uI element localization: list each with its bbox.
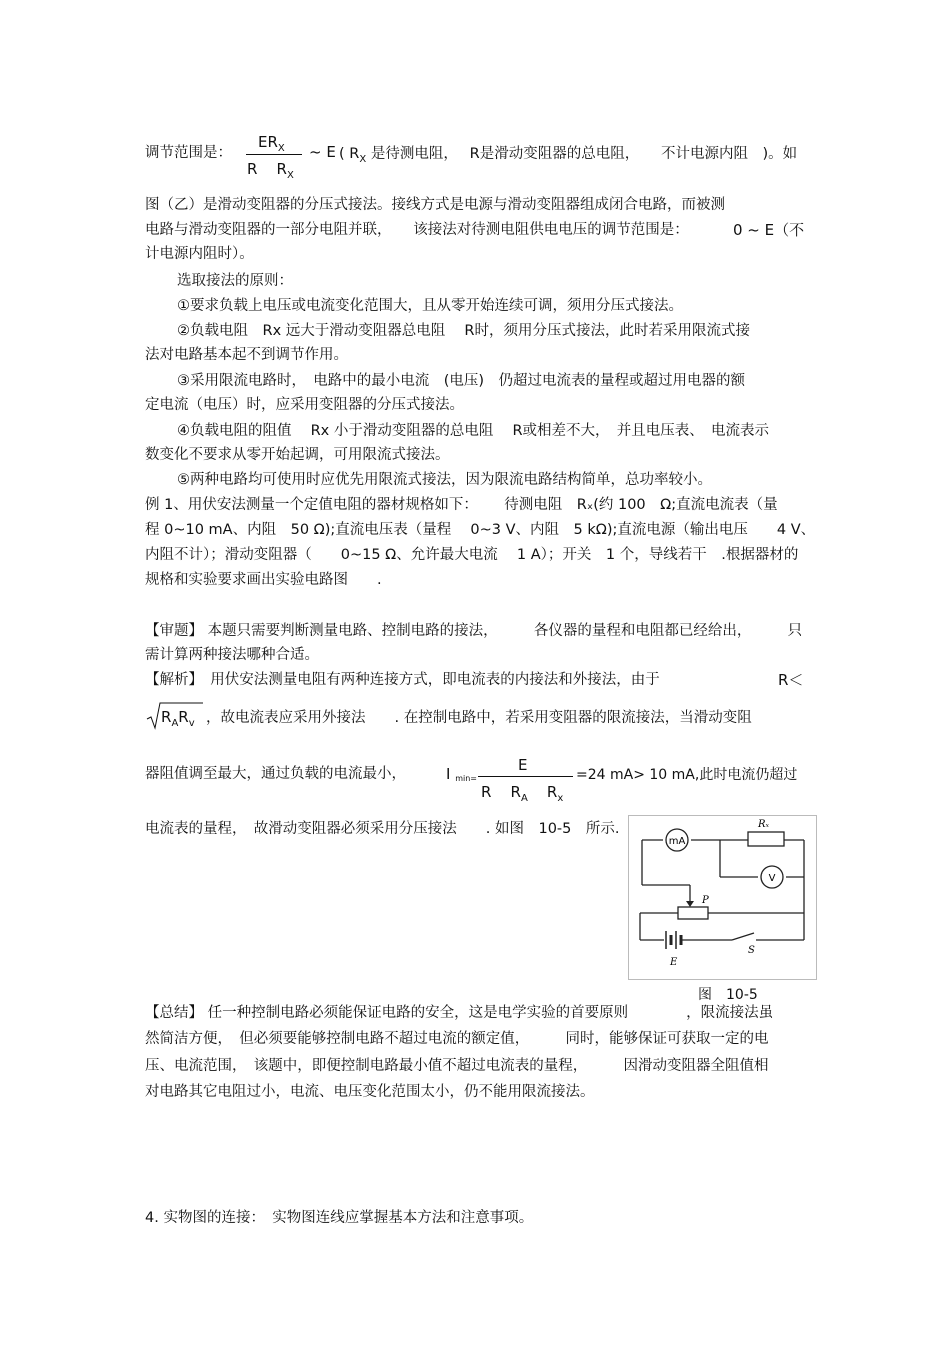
- summary-line4: 对电路其它电阻过小，电流、电压变化范围太小，仍不能用限流接法。: [145, 1084, 595, 1100]
- fraction-numerator: $ER_X$: [258, 133, 285, 154]
- p-label: P: [702, 895, 709, 906]
- analysis-line2: ，故电流表应采用外接法 . 在控制电路中，若采用变阻器的限流接法，当滑动变阻: [206, 710, 752, 726]
- principles-heading: 选取接法的原则：: [177, 273, 293, 289]
- ammeter-label: mA: [668, 836, 686, 847]
- s-label: S: [748, 945, 755, 956]
- section4-heading: 4. 实物图的连接： 实物图连线应掌握基本方法和注意事项。: [145, 1210, 534, 1226]
- rx-label: Rₓ: [758, 819, 770, 830]
- review-line2: 需计算两种接法哪种合适。: [145, 647, 319, 663]
- e-label: E: [670, 957, 678, 968]
- summary-line2: 然简洁方便， 但必须要能够控制电路不超过电流的额定值， 同时，能够保证可获取一定的电: [145, 1031, 769, 1047]
- imin-denominator: R $R_A$ $R_x$: [481, 783, 564, 804]
- example-line2: 程 0~10 mA、内阻 50 Ω);直流电压表（量程 0~3 V、内阻 5 kΩ);直流电源（输出电压 4 V、: [145, 522, 816, 538]
- fraction-bar: [246, 154, 302, 155]
- para1-line3: 计电源内阻时）。: [145, 246, 254, 262]
- principle-2a: ②负载电阻 Rx 远大于滑动变阻器总电阻 R时，须用分压式接法，此时若采用限流式接: [177, 323, 750, 339]
- principle-1: ①要求负载上电压或电流变化范围大，且从零开始连续可调，须用分压式接法。: [177, 298, 683, 314]
- analysis-line4: 电流表的量程， 故滑动变阻器必须采用分压接法 . 如图 10-5 所示.: [145, 821, 620, 837]
- principle-5: ⑤两种电路均可使用时应优先用限流式接法，因为限流电路结构简单，总功率较小。: [177, 472, 712, 488]
- analysis-line1: 【解析】 用伏安法测量电阻有两种连接方式，即电流表的内接法和外接法，由于: [145, 672, 660, 688]
- range-tilde-e: ~ E: [309, 143, 336, 161]
- example-line4: 规格和实验要求画出实验电路图 .: [145, 572, 382, 588]
- example-line3: 内阻不计）；滑动变阻器（ 0~15 Ω、允许最大电流 1 A）；开关 1 个，导线若干 .根据器材的: [145, 547, 799, 563]
- line1-rest: ( $R_X$ 是待测电阻， R是滑动变阻器的总电阻， 不计电源内阻 )。如: [339, 146, 798, 165]
- principle-4a: ④负载电阻的阻值 Rx 小于滑动变阻器的总电阻 R或相差不大， 并且电压表、 电流表示: [177, 423, 770, 439]
- summary-line3: 压、电流范围， 该题中，即便控制电路最小值不超过电流表的量程， 因滑动变阻器全阻值相: [145, 1058, 769, 1074]
- principle-3a: ③采用限流电路时， 电路中的最小电流 (电压) 仍超过电流表的量程或超过用电器的额: [177, 373, 746, 389]
- principle-4b: 数变化不要求从零开始起调，可用限流式接法。: [145, 447, 450, 463]
- principle-3b: 定电流（电压）时，应采用变阻器的分压式接法。: [145, 397, 464, 413]
- fraction-denominator: R $R_X$: [247, 160, 294, 181]
- analysis-line3: 器阻值调至最大，通过负载的电流最小，: [145, 766, 406, 782]
- analysis-ineq: R＜: [778, 671, 804, 689]
- imin-numerator: E: [518, 756, 528, 774]
- circuit-diagram: [628, 815, 818, 980]
- sqrt-content: $R_AR_v$: [161, 708, 195, 729]
- principle-2b: 法对电路基本起不到调节作用。: [145, 347, 348, 363]
- review-line1: 【审题】 本题只需要判断测量电路、控制电路的接法， 各仪器的量程和电阻都已经给出， 只: [145, 623, 803, 639]
- para1-line2: 电路与滑动变阻器的一部分电阻并联， 该接法对待测电阻供电电压的调节范围是：: [145, 222, 689, 238]
- voltmeter-label: V: [768, 873, 776, 884]
- imin-result: =24 mA> 10 mA,此时电流仍超过: [576, 767, 798, 783]
- summary-line1: 【总结】 任一种控制电路必须能保证电路的安全，这是电学实验的首要原则 ，限流接法虽: [145, 1005, 774, 1021]
- figure-caption: 图 10-5: [698, 987, 758, 1003]
- para1-line1: 图（乙）是滑动变阻器的分压式接法。接线方式是电源与滑动变阻器组成闭合电路，而被测: [145, 197, 725, 213]
- para1-range: 0 ~ E（不: [733, 221, 805, 239]
- imin-fraction-bar: [478, 776, 573, 777]
- range-label: 调节范围是：: [145, 145, 232, 161]
- imin-label: I min=: [446, 765, 478, 783]
- example-line1: 例 1、用伏安法测量一个定值电阻的器材规格如下： 待测电阻 Rₓ(约 100 Ω;直流电流表（量: [145, 497, 778, 513]
